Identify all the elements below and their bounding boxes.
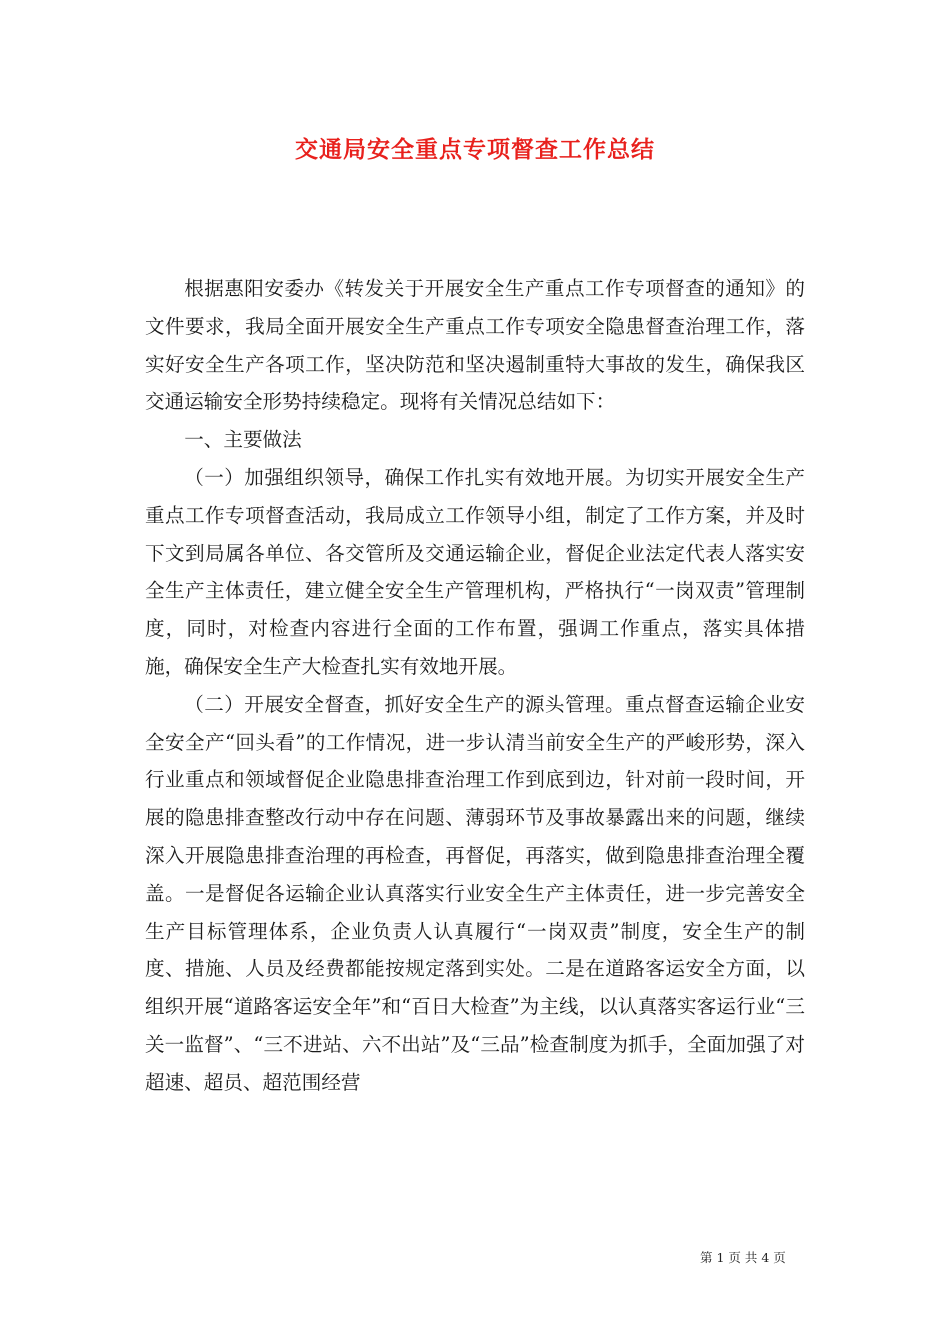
paragraph-organization: （一）加强组织领导，确保工作扎实有效地开展。为切实开展安全生产重点工作专项督查活动，我局成立工作领导小组，制定了工作方案，并及时下文到局属各单位、各交管所及交通运输企业，督促企业法定代表人落实安全生产主体责任，建立健全安全生产管理机构，严格执行“一岗双责”管理制度，同时，对检查内容进行全面的工作布置，强调工作重点，落实具体措施，确保安全生产大检查扎实有效地开展。	[145, 465, 805, 678]
page-number: 第 1 页 共 4 页	[700, 1250, 786, 1265]
section-heading-main-practices: 一、主要做法	[184, 428, 302, 452]
paragraph-safety-inspection: （二）开展安全督查，抓好安全生产的源头管理。重点督查运输企业安全安全产“回头看”的工作情况，进一步认清当前安全生产的严峻形势，深入行业重点和领域督促企业隐患排查治理工作到底到边，针对前一段时间，开展的隐患排查整改行动中存在问题、薄弱环节及事故暴露出来的问题，继续深入开展隐患排查治理的再检查，再督促，再落实，做到隐患排查治理全覆盖。一是督促各运输企业认真落实行业安全生产主体责任，进一步完善安全生产目标管理体系，企业负责人认真履行“一岗双责”制度，安全生产的制度、措施、人员及经费都能按规定落到实处。二是在道路客运安全方面，以组织开展“道路客运安全年”和“百日大检查”为主线，以认真落实客运行业“三关一监督”、“三不进站、六不出站”及“三品”检查制度为抓手，全面加强了对超速、超员、超范围经营	[145, 692, 805, 1094]
document-body	[145, 270, 805, 1102]
paragraph-intro: 根据惠阳安委办《转发关于开展安全生产重点工作专项督查的通知》的文件要求，我局全面开展安全生产重点工作专项安全隐患督查治理工作，落实好安全生产各项工作，坚决防范和坚决遏制重特大事故的发生，确保我区交通运输安全形势持续稳定。现将有关情况总结如下：	[145, 277, 805, 414]
document-title: 交通局安全重点专项督查工作总结	[295, 136, 655, 163]
